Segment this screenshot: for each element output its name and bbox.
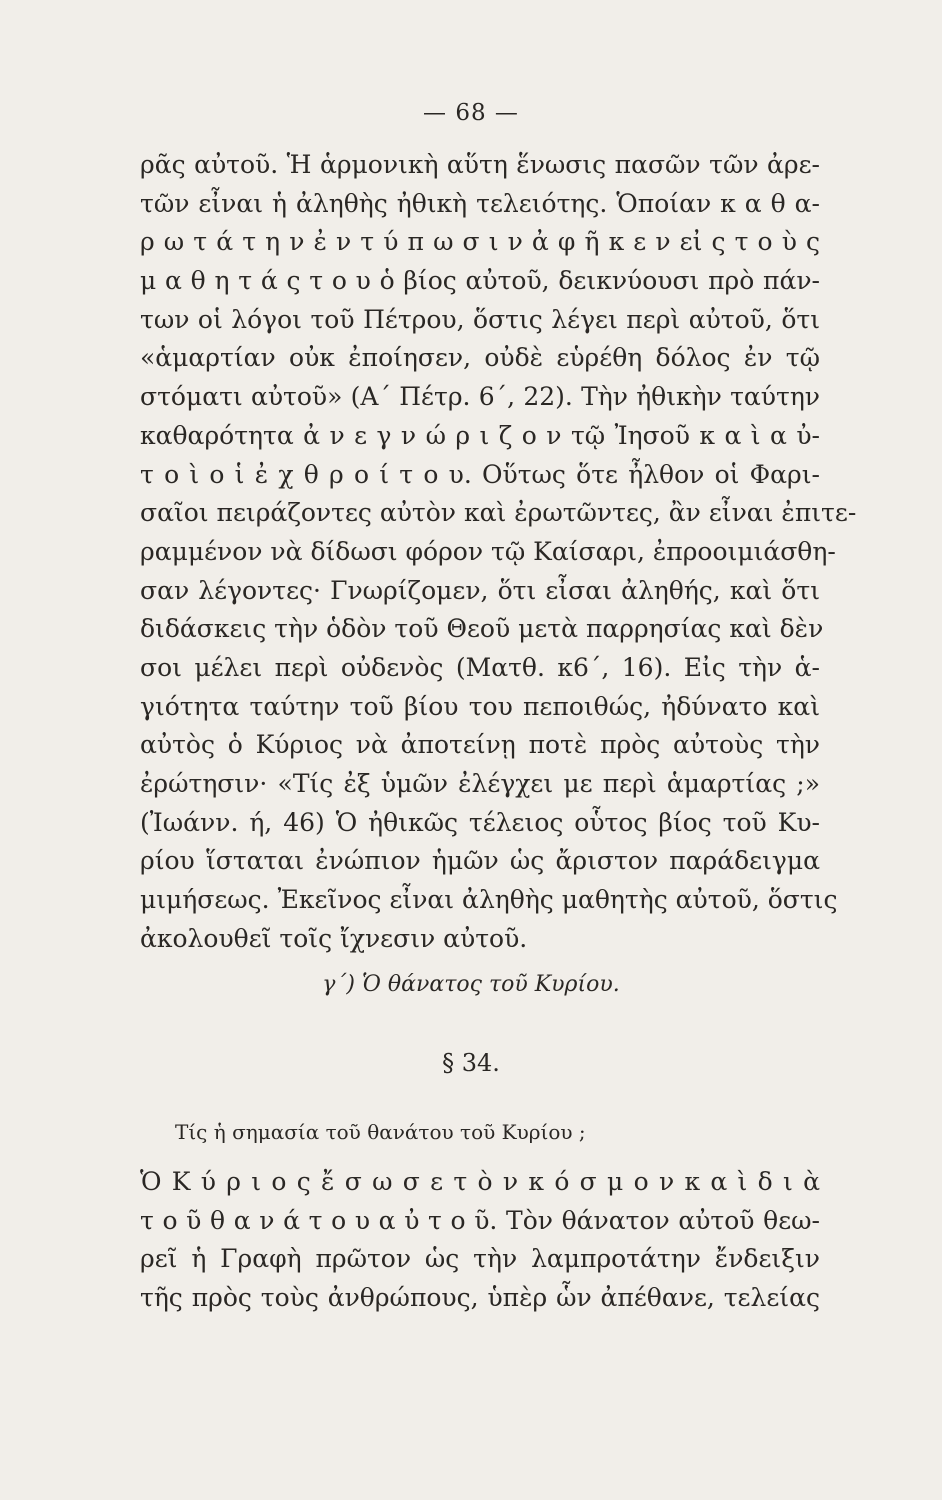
text-line: αὐτὸς ὁ Κύριος νὰ ἀποτείνῃ ποτὲ πρὸς αὐτοὺς τὴν — [140, 730, 820, 760]
text-line: ραμμένον νὰ δίδωσι φόρον τῷ Καίσαρι, ἐπροοιμιάσθη- — [140, 536, 836, 566]
text-line: τῶν εἶναι ἡ ἀληθὴς ἠθικὴ τελειότης. Ὁποίαν κ α θ α- — [140, 188, 820, 218]
text-line: τ ο ὶ ο ἱ ἐ χ θ ρ ο ί τ ο υ. Οὕτως ὅτε ἦλθον οἱ Φαρι- — [140, 459, 820, 489]
text-line: σοι μέλει περὶ οὐδενὸς (Ματθ. κ6΄, 16). Εἰς τὴν ἁ- — [140, 652, 820, 682]
text-line: γιότητα ταύτην τοῦ βίου του πεποιθώς, ἠδύνατο καὶ — [140, 691, 820, 721]
text-line: ρεῖ ἡ Γραφὴ πρῶτον ὡς τὴν λαμπροτάτην ἔνδειξιν — [140, 1244, 820, 1274]
text-line: ρ ω τ ά τ η ν ἐ ν τ ύ π ω σ ι ν ἀ φ ῆ κ ε ν εἰ ς τ ο ὺ ς — [140, 227, 820, 257]
text-line: (Ἰωάνν. ή, 46) Ὁ ἠθικῶς τέλειος οὗτος βίος τοῦ Κυ- — [140, 807, 820, 837]
text-line: μ α θ η τ ά ς τ ο υ ὁ βίος αὐτοῦ, δεικνύουσι πρὸ πάν- — [140, 266, 820, 296]
section-question: Τίς ἡ σημασία τοῦ θανάτου τοῦ Κυρίου ; — [175, 1120, 586, 1144]
text-line: των οἱ λόγοι τοῦ Πέτρου, ὅστις λέγει περὶ αὐτοῦ, ὅτι — [140, 304, 820, 334]
text-line: «ἁμαρτίαν οὐκ ἐποίησεν, οὐδὲ εὑρέθη δόλος ἐν τῷ — [140, 343, 820, 373]
text-line: ρᾶς αὐτοῦ. Ἡ ἁρμονικὴ αὕτη ἕνωσις πασῶν τῶν ἀρε- — [140, 150, 820, 179]
section-number: § 34. — [442, 1049, 500, 1077]
text-line: τῆς πρὸς τοὺς ἀνθρώπους, ὑπὲρ ὧν ἀπέθανε, τελείας — [140, 1283, 820, 1313]
paragraph-1 — [140, 146, 857, 958]
text-line: Ὁ Κ ύ ρ ι ο ς ἔ σ ω σ ε τ ὸ ν κ ό σ μ ο ν κ α ὶ δ ι ὰ — [140, 1167, 820, 1196]
text-line: στόματι αὐτοῦ» (Α΄ Πέτρ. 6΄, 22). Τὴν ἠθικὴν ταύτην — [140, 382, 820, 412]
text-line: διδάσκεις τὴν ὁδὸν τοῦ Θεοῦ μετὰ παρρησίας καὶ δὲν — [140, 614, 824, 644]
text-line: σαν λέγοντες· Γνωρίζομεν, ὅτι εἶσαι ἀληθής, καὶ ὅτι — [140, 575, 820, 605]
subsection-heading: γ΄) Ὁ θάνατος τοῦ Κυρίου. — [322, 972, 620, 997]
text-line: τ ο ῦ θ α ν ά τ ο υ α ὐ τ ο ῦ. Τὸν θάνατον αὐτοῦ θεω- — [140, 1205, 820, 1235]
text-line: μιμήσεως. Ἐκεῖνος εἶναι ἀληθὴς μαθητὴς αὐτοῦ, ὅστις — [140, 885, 838, 915]
text-line: ἀκολουθεῖ τοῖς ἴχνεσιν αὐτοῦ. — [140, 923, 528, 953]
text-line: σαῖοι πειράζοντες αὐτὸν καὶ ἐρωτῶντες, ἂν εἶναι ἐπιτε- — [140, 498, 857, 528]
paragraph-2 — [140, 1163, 820, 1318]
text-line: ἐρώτησιν· «Τίς ἐξ ὑμῶν ἐλέγχει με περὶ ἁμαρτίας ;» — [140, 769, 820, 798]
text-line: ρίου ἵσταται ἐνώπιον ἡμῶν ὡς ἄριστον παράδειγμα — [140, 846, 820, 876]
text-line: καθαρότητα ἀ ν ε γ ν ώ ρ ι ζ ο ν τῷ Ἰησοῦ κ α ὶ α ὐ- — [140, 420, 820, 450]
page-number: — 68 — — [423, 100, 519, 126]
